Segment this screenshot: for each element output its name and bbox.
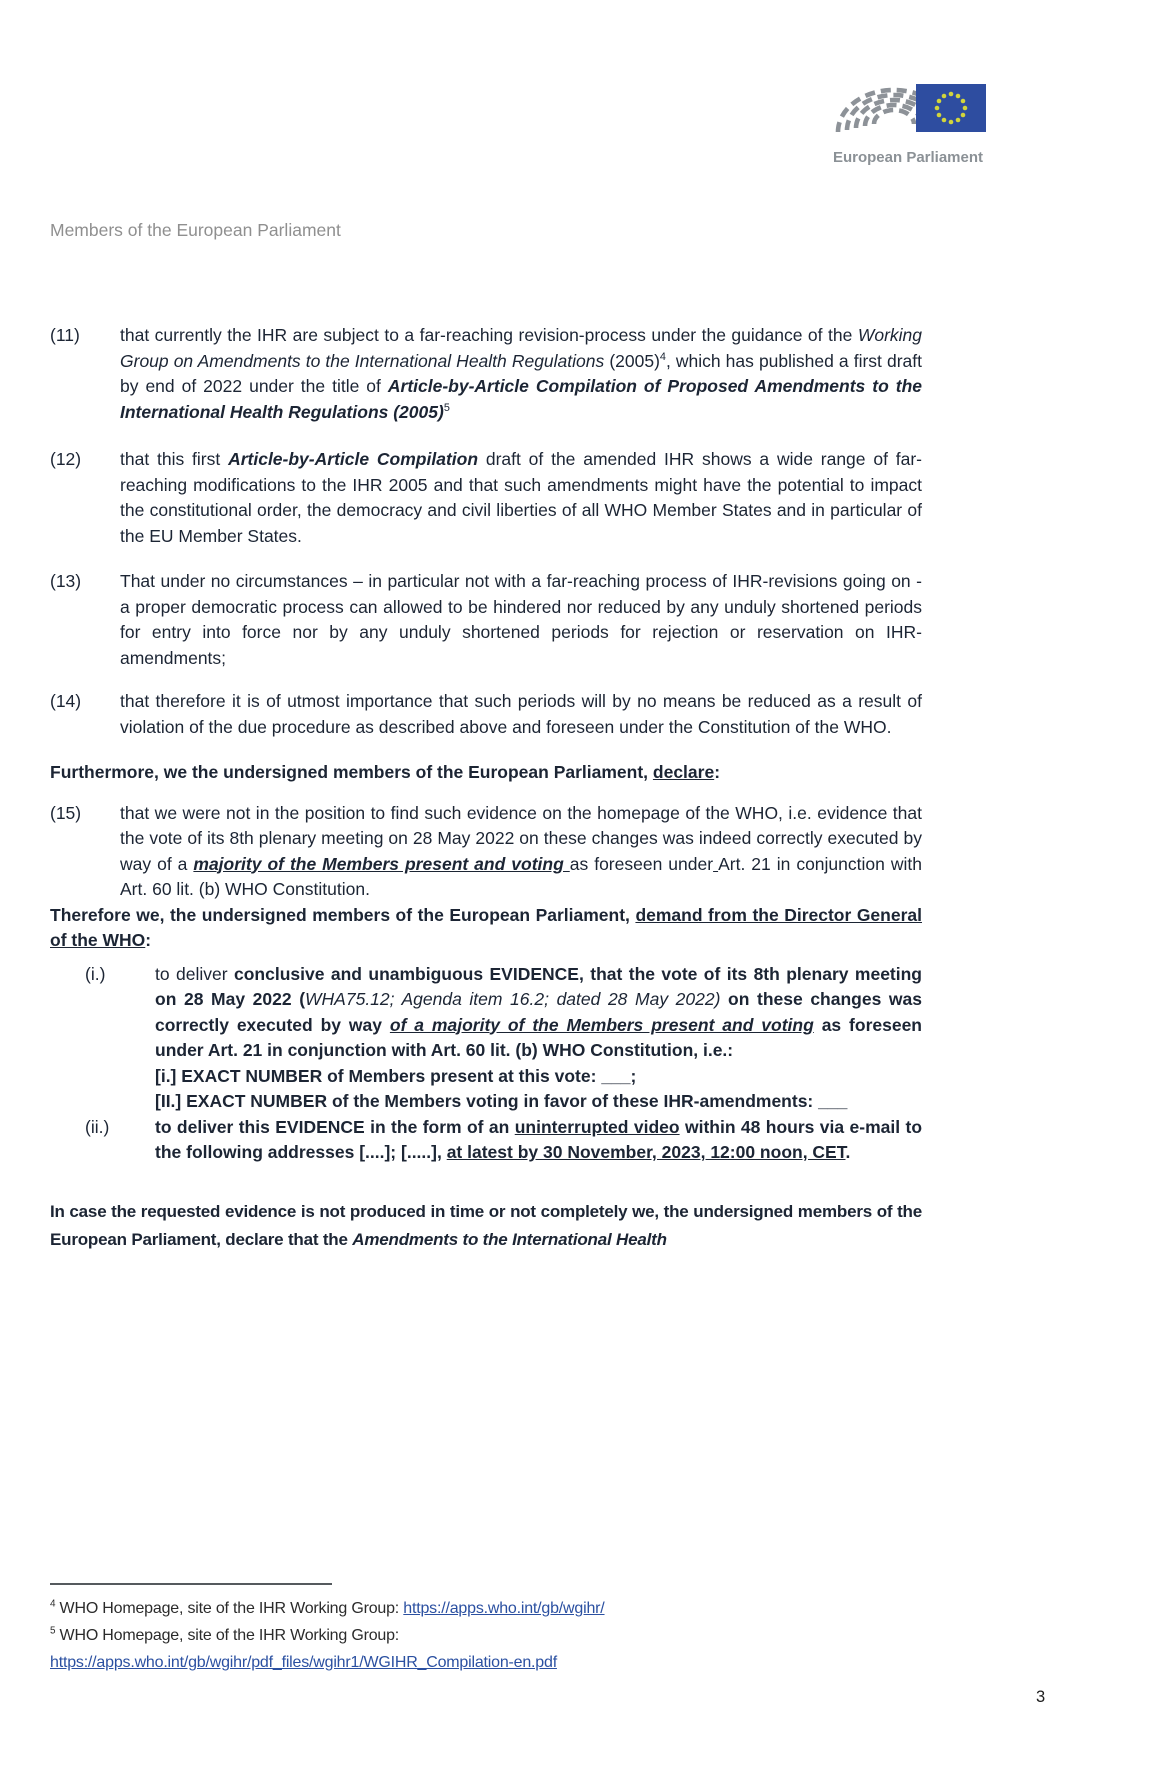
paragraph-text: that currently the IHR are subject to a far-reaching revision-process under the guidance of the Working Group on Amendments to the International Health Regulations $(2005)^4$, which has published a first draft by end of 2022 under the title of Article-by-Article Compilation of Proposed Amendments to the International Health Regulations $(2005)^5$: [120, 325, 922, 422]
paragraph-number: (15): [50, 802, 82, 823]
closing-paragraph: In case the requested evidence is not produced in time or not completely we, the undersigned members of the European Parliament, declare that the Amendments to the International Health: [50, 1201, 922, 1249]
paragraph-15: [50, 801, 922, 903]
eu-flag-icon: [916, 84, 986, 132]
item-text: to deliver this EVIDENCE in the form of an uninterrupted video within 48 hours via e-mail to the following addresses [....]; [.....], at latest by 30 November, 2023, 12:00 noon, CET.: [155, 1116, 923, 1162]
paragraph-number: (11): [50, 325, 80, 345]
item-number: (i.): [85, 963, 106, 984]
item-text: to deliver conclusive and unambiguous EVIDENCE, that the vote of its 8th plenary meeting on 28 May 2022 (WHA75.12; Agenda item 16.2; dated 28 May 2022) on these changes was correctly executed by way of a majority of the Members present and voting as foreseen under Art. 21 in conjunction with Art. 60 lit. (b) WHO Constitution, i.e.: [i.] EXACT NUMBER of Members present at this vote: ___; [II.] EXACT NUMBER of the Members voting in favor of these IHR-amendments: ___: [155, 963, 922, 1111]
paragraph-11: [50, 323, 922, 425]
paragraph-14: [50, 689, 922, 740]
paragraph-number: (12): [50, 449, 82, 469]
demand-item-ii: [85, 1115, 922, 1166]
european-parliament-logo: [828, 50, 988, 166]
document-body: [50, 323, 922, 1254]
footnote-link[interactable]: https://apps.who.int/gb/wgihr/: [403, 1600, 605, 1617]
paragraph-12: [50, 447, 922, 549]
logo-caption: European Parliament: [832, 149, 984, 166]
paragraph-text: that therefore it is of utmost importance that such periods will by no means be reduced as a result of violation of the due procedure as described above and foreseen under the Constitution of the WHO.: [120, 691, 922, 737]
therefore-demand: Therefore we, the undersigned members of the European Parliament, demand from the Director General of the WHO:: [50, 904, 922, 950]
demand-item-i: [85, 962, 922, 1115]
footnote-separator: [50, 1583, 332, 1585]
footnote-4: $^4$ WHO Homepage, site of the IHR Working Group: https://apps.who.int/gb/wgihr/: [50, 1598, 605, 1617]
footnote-link[interactable]: https://apps.who.int/gb/wgihr/pdf_files/wgihr1/WGIHR_Compilation-en.pdf: [50, 1654, 557, 1671]
recipient-line: Members of the European Parliament: [50, 220, 341, 240]
hemicycle-icon: [828, 50, 988, 142]
footnote-5: $^5$ WHO Homepage, site of the IHR Working Group: https://apps.who.int/gb/wgihr/pdf_files/wgihr1/WGIHR_Compilation-en.pdf: [50, 1625, 557, 1671]
item-number: (ii.): [85, 1116, 110, 1137]
footnotes-section: [50, 1583, 930, 1676]
paragraph-text: that we were not in the position to find such evidence on the homepage of the WHO, i.e. evidence that the vote of its 8th plenary meeting on 28 May 2022 on these changes was indeed correctly executed by way of a majority of the Members present and voting as foreseen under Art. 21 in conjunction with Art. 60 lit. (b) WHO Constitution.: [120, 802, 922, 899]
paragraph-number: (14): [50, 691, 82, 711]
paragraph-13: [50, 569, 922, 671]
furthermore-declaration: Furthermore, we the undersigned members of the European Parliament, declare:: [50, 762, 721, 782]
paragraph-text: That under no circumstances – in particular not with a far-reaching process of IHR-revisions going on - a proper democratic process can allowed to be hindered nor reduced by any unduly shortened periods for entry into force nor by any unduly shortened periods for rejection or reservation on IHR-amendments;: [120, 571, 922, 668]
page-number: 3: [1036, 1688, 1046, 1706]
paragraph-text: that this first Article-by-Article Compilation draft of the amended IHR shows a wide range of far-reaching modifications to the IHR 2005 and that such amendments might have the potential to impact the constitutional order, the democracy and civil liberties of all WHO Member States and in particular of the EU Member States.: [120, 449, 922, 546]
paragraph-number: (13): [50, 571, 82, 591]
